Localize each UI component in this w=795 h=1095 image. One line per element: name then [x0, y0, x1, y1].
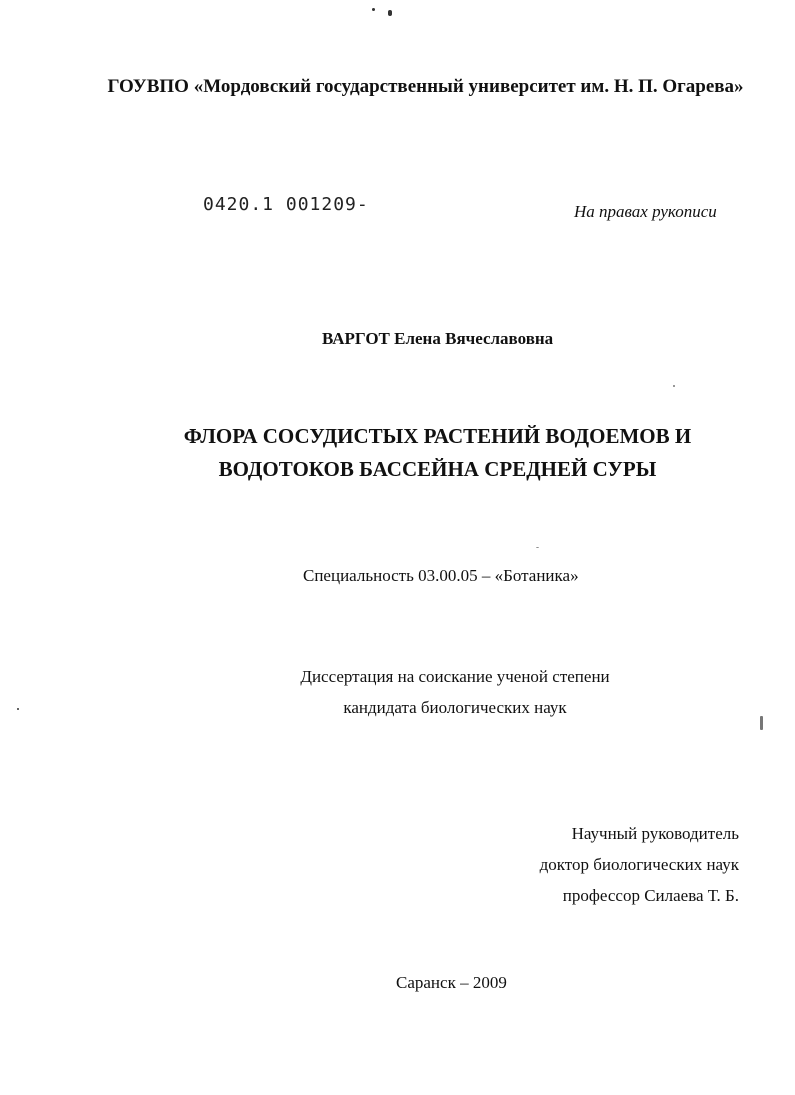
city-year: Саранск – 2009 — [396, 973, 507, 992]
dissertation-title — [40, 420, 795, 486]
degree-statement — [285, 661, 625, 723]
degree-line-1: Диссертация на соискание ученой степени — [300, 667, 610, 686]
author-name: ВАРГОТ Елена Вячеславовна — [322, 329, 554, 348]
scan-speck — [536, 547, 539, 548]
scan-speck — [372, 8, 375, 11]
supervisor-block — [540, 818, 739, 911]
scan-speck — [388, 10, 392, 16]
title-line-1: ФЛОРА СОСУДИСТЫХ РАСТЕНИЙ ВОДОЕМОВ И — [183, 424, 692, 448]
specialty-line: Специальность 03.00.05 – «Ботаника» — [303, 566, 579, 585]
title-line-2: ВОДОТОКОВ БАССЕЙНА СРЕДНЕЙ СУРЫ — [218, 457, 657, 481]
supervisor-degree: доктор биологических наук — [539, 855, 739, 874]
manuscript-rights-note: На правах рукописи — [574, 202, 717, 221]
scan-speck — [760, 716, 763, 730]
archive-number-stamp: 0420.1 001209- — [203, 194, 369, 215]
degree-line-2: кандидата биологических наук — [343, 698, 567, 717]
scan-speck — [17, 708, 19, 710]
scan-speck — [673, 385, 675, 387]
institution-name: ГОУВПО «Мордовский государственный университет им. Н. П. Огарева» — [107, 76, 744, 97]
supervisor-name: профессор Силаева Т. Б. — [562, 886, 739, 905]
supervisor-role: Научный руководитель — [571, 824, 739, 843]
